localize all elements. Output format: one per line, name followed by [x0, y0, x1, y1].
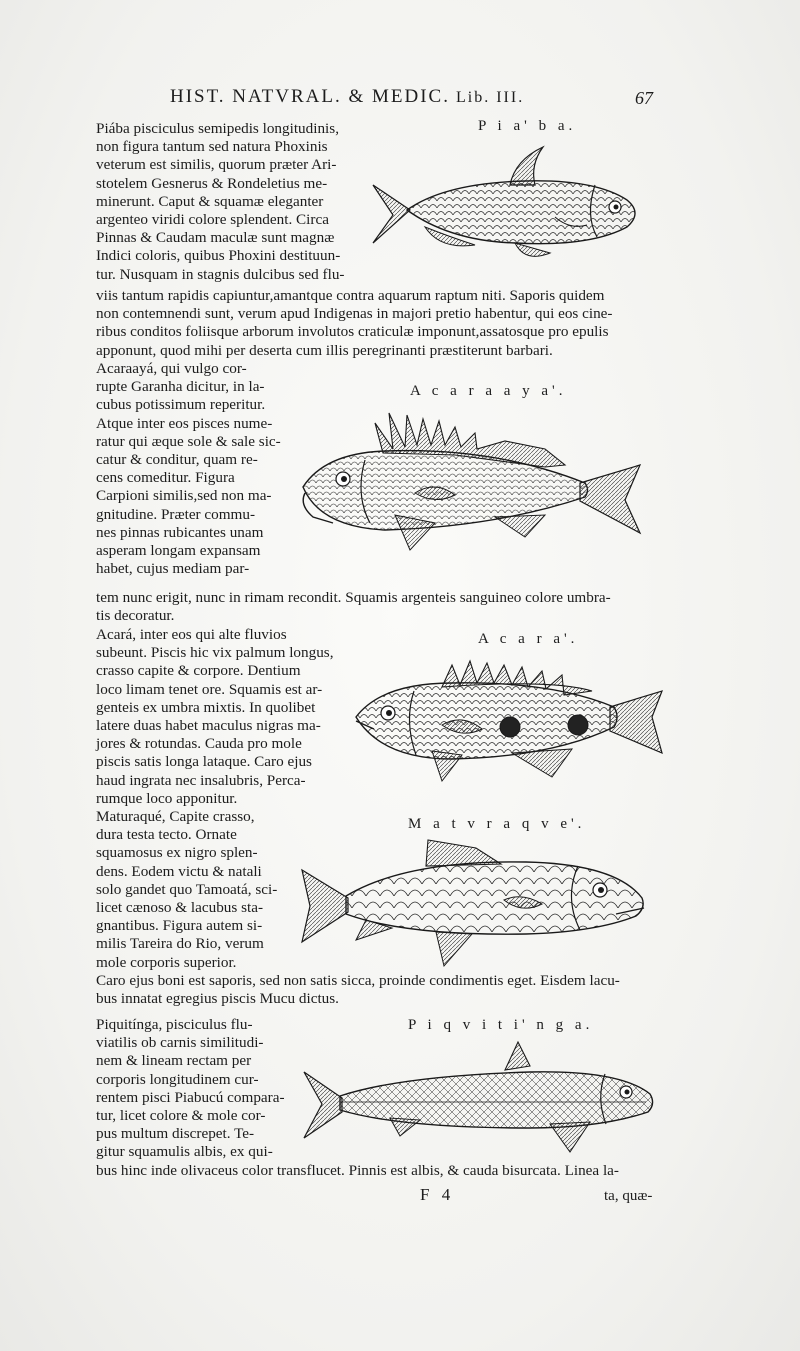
text-line: catur & conditur, quam re- [96, 451, 258, 469]
piquitinga-fish-illustration [300, 1040, 660, 1160]
text-line: ribus conditos foliisque arborum involutos craticulæ imponunt,assatosque pro epulis [96, 323, 609, 341]
text-line: ratur qui æque sole & sale sic- [96, 432, 281, 450]
text-line: genteis ex umbra mixtis. In quolibet [96, 698, 316, 716]
text-line: bus hinc inde olivaceus color transflucet. Pinnis est albis, & cauda bisurcata. Linea la- [96, 1162, 619, 1179]
text-line: Pinnas & Caudam maculæ sunt magnæ [96, 229, 335, 247]
maturaque-fish-illustration [296, 836, 651, 972]
text-line: asperam longam expansam [96, 542, 261, 560]
text-maturaque-narrow [96, 808, 277, 972]
text-piquitinga-narrow [96, 1016, 285, 1162]
text-line: viis tantum rapidis capiuntur,amantque contra aquarum raptum niti. Saporis quidem [96, 287, 605, 304]
text-line: Acará, inter eos qui alte fluvios [96, 626, 287, 643]
text-acaraaya-narrow [96, 360, 281, 578]
text-line: tis decoratur. [96, 607, 175, 625]
text-acara-narrow [96, 626, 334, 808]
acara-fish-illustration [352, 655, 664, 785]
text-line: pus multum discrepet. Te- [96, 1125, 255, 1143]
text-line: tur. Nusquam in stagnis dulcibus sed flu- [96, 265, 345, 283]
printer-signature: F 4 [420, 1185, 455, 1204]
text-line: gitur squamulis albis, ex qui- [96, 1143, 273, 1161]
text-line: Piába pisciculus semipedis longitudinis, [96, 120, 339, 137]
text-line: Caro ejus boni est saporis, sed non satis sicca, proinde condimentis eget. Eisdem lacu- [96, 972, 620, 989]
figure-label-piaba: P i a' b a. [478, 118, 577, 134]
running-head [170, 86, 650, 108]
text-line: haud ingrata nec insalubris, Perca- [96, 771, 306, 789]
figure-label-maturaque: M a t v r a q v e'. [408, 816, 586, 832]
text-line: rumque loco apponitur. [96, 789, 238, 807]
text-line: rentem pisci Piabucú compara- [96, 1088, 285, 1106]
text-line: subeunt. Piscis hic vix palmum longus, [96, 644, 334, 662]
text-line: piscis satis longa lataque. Caro ejus [96, 753, 312, 771]
text-line: loco limam tenet ore. Squamis est ar- [96, 680, 323, 698]
text-piaba-wide [96, 287, 612, 360]
text-line: gnitudine. Præter commu- [96, 505, 256, 523]
page-number: 67 [635, 88, 653, 108]
text-line: corporis longitudinem cur- [96, 1070, 259, 1088]
text-line: habet, cujus mediam par- [96, 560, 250, 578]
text-line: crasso capite & corpore. Dentium [96, 662, 301, 680]
text-line: Indici coloris, quibus Phoxini destituun- [96, 247, 341, 265]
text-line: tem nunc erigit, nunc in rimam recondit. Squamis argenteis sanguineo colore umbra- [96, 589, 611, 606]
text-piaba-narrow [96, 120, 344, 284]
acaraaya-fish-illustration [295, 405, 650, 555]
text-line: bus innatat egregius piscis Mucu dictus. [96, 990, 339, 1008]
text-line: non contemnendi sunt, verum apud Indigenas in majori pretio habentur, qui eos cine- [96, 305, 613, 323]
text-line: Atque inter eos pisces nume- [96, 414, 273, 432]
text-line: dens. Eodem victu & natali [96, 862, 262, 880]
text-line: veterum est similis, quorum præter Ari- [96, 156, 337, 174]
text-line: cens comeditur. Figura [96, 469, 235, 487]
text-line: cubus potissimum reperitur. [96, 396, 266, 414]
text-line: licet cænoso & lacubus sta- [96, 899, 264, 917]
text-line: nem & lineam rectam per [96, 1052, 252, 1070]
figure-label-piquitinga: P i q v i t i' n g a. [408, 1017, 594, 1033]
text-line: non figura tantum sed natura Phoxinis [96, 138, 328, 156]
text-line: solo gandet quo Tamoatá, sci- [96, 880, 278, 898]
text-line: Maturaqué, Capite crasso, [96, 808, 255, 825]
text-line: tur, licet colore & mole cor- [96, 1107, 266, 1125]
figure-label-acaraaya: A c a r a a y a'. [410, 383, 567, 399]
piaba-fish-illustration [365, 145, 645, 270]
text-line: Carpioni similis,sed non ma- [96, 487, 272, 505]
text-line: mole corporis superior. [96, 953, 237, 971]
running-head-lib: Lib. III. [455, 89, 525, 106]
text-line: argenteo viridi colore splendent. Circa [96, 211, 329, 229]
text-line: minerunt. Caput & squamæ eleganter [96, 192, 324, 210]
text-line: Piquitínga, pisciculus flu- [96, 1016, 253, 1033]
text-line: milis Tareira do Rio, verum [96, 935, 264, 953]
text-line: nes pinnas rubicantes unam [96, 523, 264, 541]
text-line: viatilis ob carnis similitudi- [96, 1034, 264, 1052]
text-line: latere duas habet maculus nigras ma- [96, 717, 321, 735]
running-head-title: HIST. NATVRAL. & MEDIC. [170, 86, 450, 107]
text-line: apponunt, quod mihi per deserta cum illis peregrinanti præstiterunt barbari. [96, 341, 553, 359]
text-line: gnantibus. Figura autem si- [96, 917, 263, 935]
text-piquitinga-wide [96, 1162, 619, 1180]
text-line: Acaraayá, qui vulgo cor- [96, 360, 247, 377]
text-line: squamosus ex nigro splen- [96, 844, 258, 862]
text-line: rupte Garanha dicitur, in la- [96, 378, 265, 396]
figure-label-acara: A c a r a'. [478, 631, 579, 647]
text-line: dura testa tecto. Ornate [96, 826, 237, 844]
text-line: jores & rotundas. Cauda pro mole [96, 735, 302, 753]
text-line: stotelem Gesnerus & Rondeletius me- [96, 174, 328, 192]
text-acaraaya-wide [96, 589, 611, 625]
text-maturaque-wide [96, 972, 620, 1008]
catchword: ta, quæ- [604, 1188, 653, 1204]
